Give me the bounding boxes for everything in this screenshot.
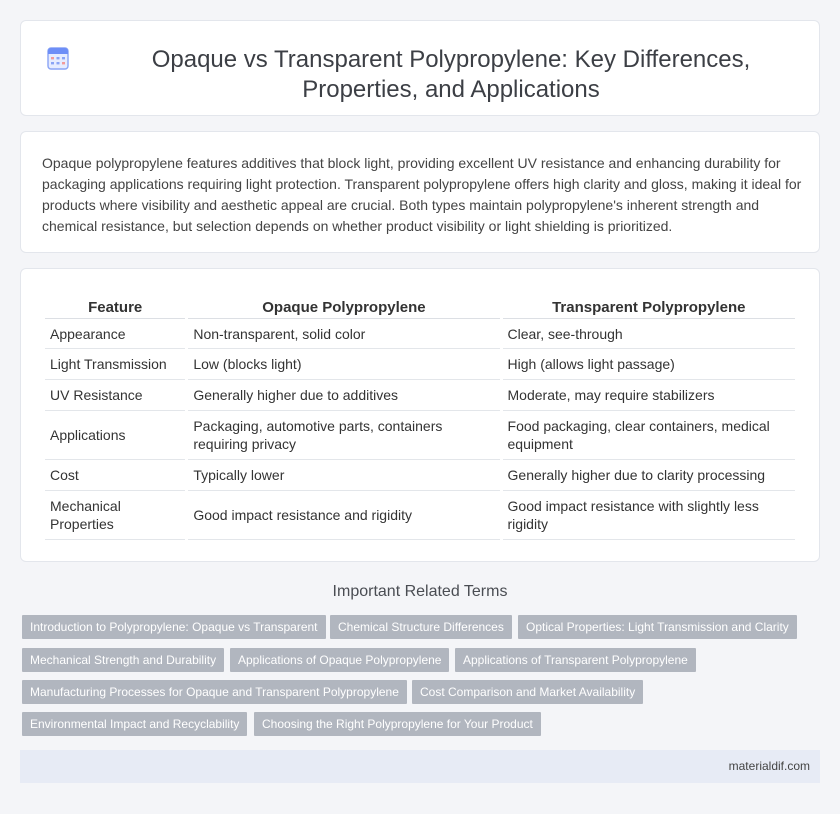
related-term-tag[interactable]: Choosing the Right Polypropylene for Your Product: [254, 712, 541, 736]
opaque-cell: Low (blocks light): [188, 349, 499, 380]
opaque-cell: Generally higher due to additives: [188, 380, 499, 411]
feature-cell: Light Transmission: [45, 349, 185, 380]
column-header-transparent: Transparent Polypropylene: [503, 295, 795, 319]
related-terms-heading: Important Related Terms: [332, 583, 508, 600]
feature-cell: Applications: [45, 411, 185, 460]
transparent-cell: Good impact resistance with slightly less rigidity: [503, 491, 795, 540]
transparent-cell: High (allows light passage): [503, 349, 795, 380]
related-term-tag[interactable]: Environmental Impact and Recyclability: [22, 712, 247, 736]
transparent-cell: Generally higher due to clarity processing: [503, 460, 795, 491]
opaque-cell: Packaging, automotive parts, containers requiring privacy: [188, 411, 499, 460]
footer: [20, 750, 820, 783]
header-card: [20, 20, 820, 116]
opaque-cell: Good impact resistance and rigidity: [188, 491, 499, 540]
table-row: [45, 491, 795, 540]
feature-cell: Mechanical Properties: [45, 491, 185, 540]
table-row: [45, 319, 795, 349]
opaque-cell: Non-transparent, solid color: [188, 319, 499, 349]
summary-card: [20, 131, 820, 253]
page-title: Opaque vs Transparent Polypropylene: Key Differences, Properties, and Applications: [151, 46, 751, 103]
table-header-row: [45, 295, 795, 319]
table-row: [45, 349, 795, 380]
related-term-tag[interactable]: Introduction to Polypropylene: Opaque vs Transparent: [22, 615, 326, 639]
column-header-opaque: Opaque Polypropylene: [188, 295, 499, 319]
feature-cell: Cost: [45, 460, 185, 491]
document-icon: [47, 46, 69, 70]
site-name[interactable]: materialdif.com: [728, 759, 810, 773]
column-header-feature: Feature: [45, 295, 185, 319]
related-term-tag[interactable]: Optical Properties: Light Transmission and Clarity: [518, 615, 797, 639]
transparent-cell: Clear, see-through: [503, 319, 795, 349]
related-term-tag[interactable]: Cost Comparison and Market Availability: [412, 680, 643, 704]
page-header: [21, 21, 821, 117]
summary-paragraph: Opaque polypropylene features additives that block light, providing excellent UV resistance and enhancing durability for packaging applications requiring light protection. Transparent polypropylene offers high clarity and gloss, making it ideal for products where visibility and aesthetic appeal are crucial. Both types maintain polypropylene's inherent strength and chemical resistance, but selection depends on whether product visibility or light shielding is prioritized.: [42, 155, 802, 234]
related-term-tag[interactable]: Applications of Opaque Polypropylene: [230, 648, 449, 672]
table-row: [45, 411, 795, 460]
comparison-table-card: [20, 268, 820, 562]
related-term-tag[interactable]: Chemical Structure Differences: [330, 615, 512, 639]
comparison-table: [42, 295, 798, 540]
related-term-tag[interactable]: Manufacturing Processes for Opaque and Transparent Polypropylene: [22, 680, 407, 704]
opaque-cell: Typically lower: [188, 460, 499, 491]
related-term-tag[interactable]: Applications of Transparent Polypropylene: [455, 648, 696, 672]
transparent-cell: Moderate, may require stabilizers: [503, 380, 795, 411]
feature-cell: UV Resistance: [45, 380, 185, 411]
transparent-cell: Food packaging, clear containers, medical equipment: [503, 411, 795, 460]
feature-cell: Appearance: [45, 319, 185, 349]
table-row: [45, 380, 795, 411]
related-term-tag[interactable]: Mechanical Strength and Durability: [22, 648, 224, 672]
table-row: [45, 460, 795, 491]
